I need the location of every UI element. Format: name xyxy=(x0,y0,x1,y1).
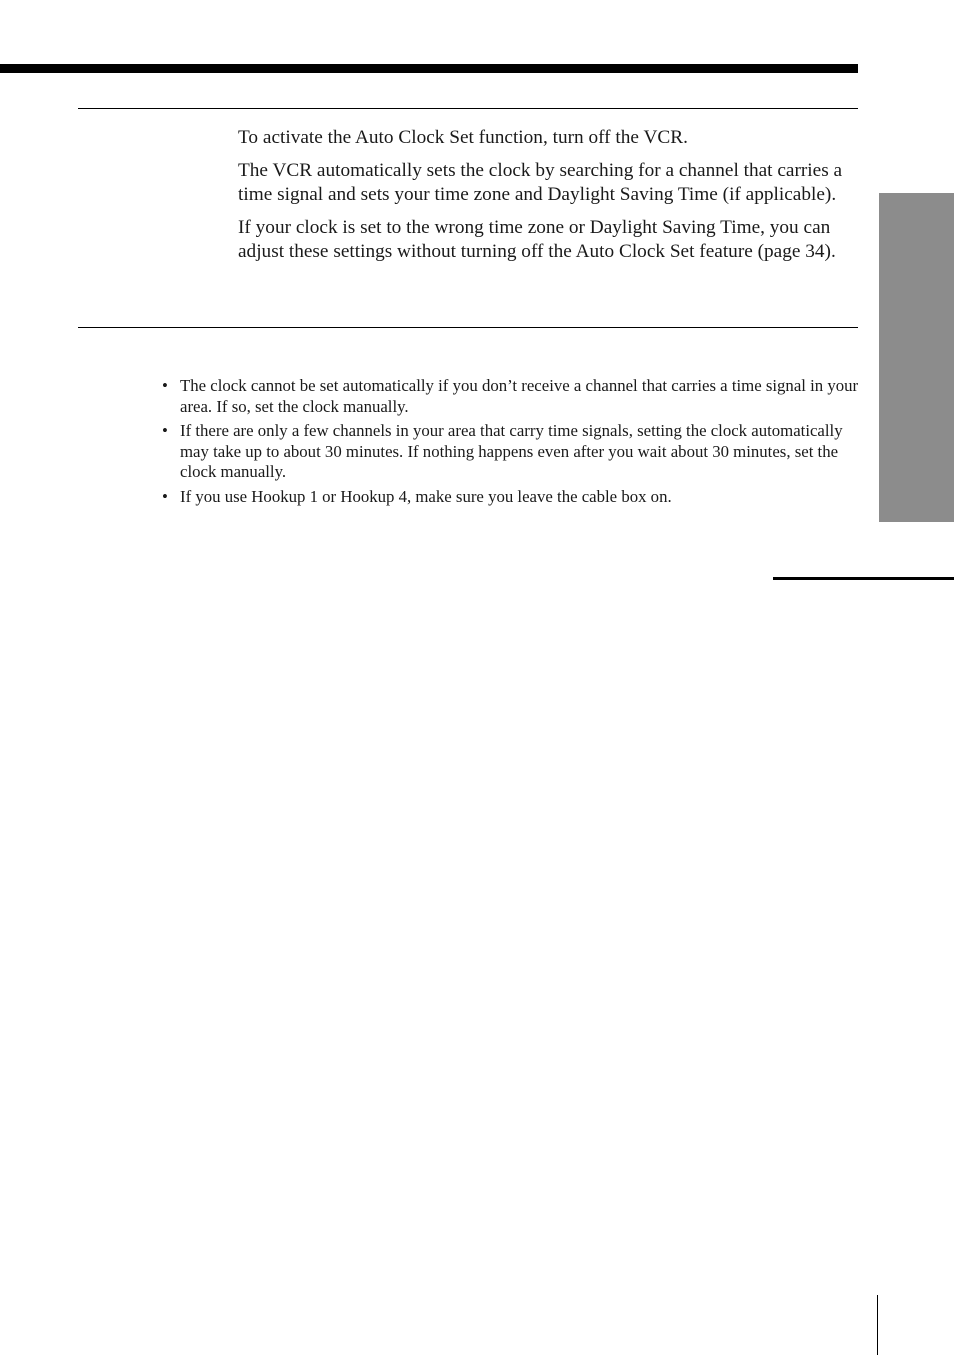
page-footer-mark xyxy=(877,1295,878,1355)
note-bottom-rule xyxy=(78,327,858,328)
note-paragraph-3: If your clock is set to the wrong time zone or Daylight Saving Time, you can adjust these settings without turning off the Auto Clock Set feature (page 34). xyxy=(238,217,836,262)
note-top-rule xyxy=(78,108,858,109)
header-rule xyxy=(0,64,858,73)
bullet-icon: • xyxy=(162,376,168,395)
list-item xyxy=(162,376,862,417)
list-item-text: If you use Hookup 1 or Hookup 4, make sure you leave the cable box on. xyxy=(180,486,672,506)
note-paragraph-1: To activate the Auto Clock Set function, turn off the VCR. xyxy=(238,127,688,148)
list-item xyxy=(162,487,862,508)
side-rule xyxy=(773,577,954,580)
bullet-icon: • xyxy=(162,486,168,506)
list-item xyxy=(162,421,862,483)
bullet-icon: • xyxy=(162,421,168,440)
note-paragraph-2: The VCR automatically sets the clock by searching for a channel that carries a time signal and sets your time zone and Daylight Saving Time (if applicable). xyxy=(238,160,843,205)
notes-list xyxy=(162,376,862,511)
list-item-text: The clock cannot be set automatically if you don’t receive a channel that carries a time signal in your area. If so, set the clock manually. xyxy=(180,376,859,416)
list-item-text: If there are only a few channels in your area that carry time signals, setting the clock automatically may take up to about 30 minutes. If nothing happens even after you wait about 30 minutes, set the clock manually. xyxy=(180,421,843,481)
note-box xyxy=(238,126,863,273)
chapter-side-tab xyxy=(879,193,954,522)
